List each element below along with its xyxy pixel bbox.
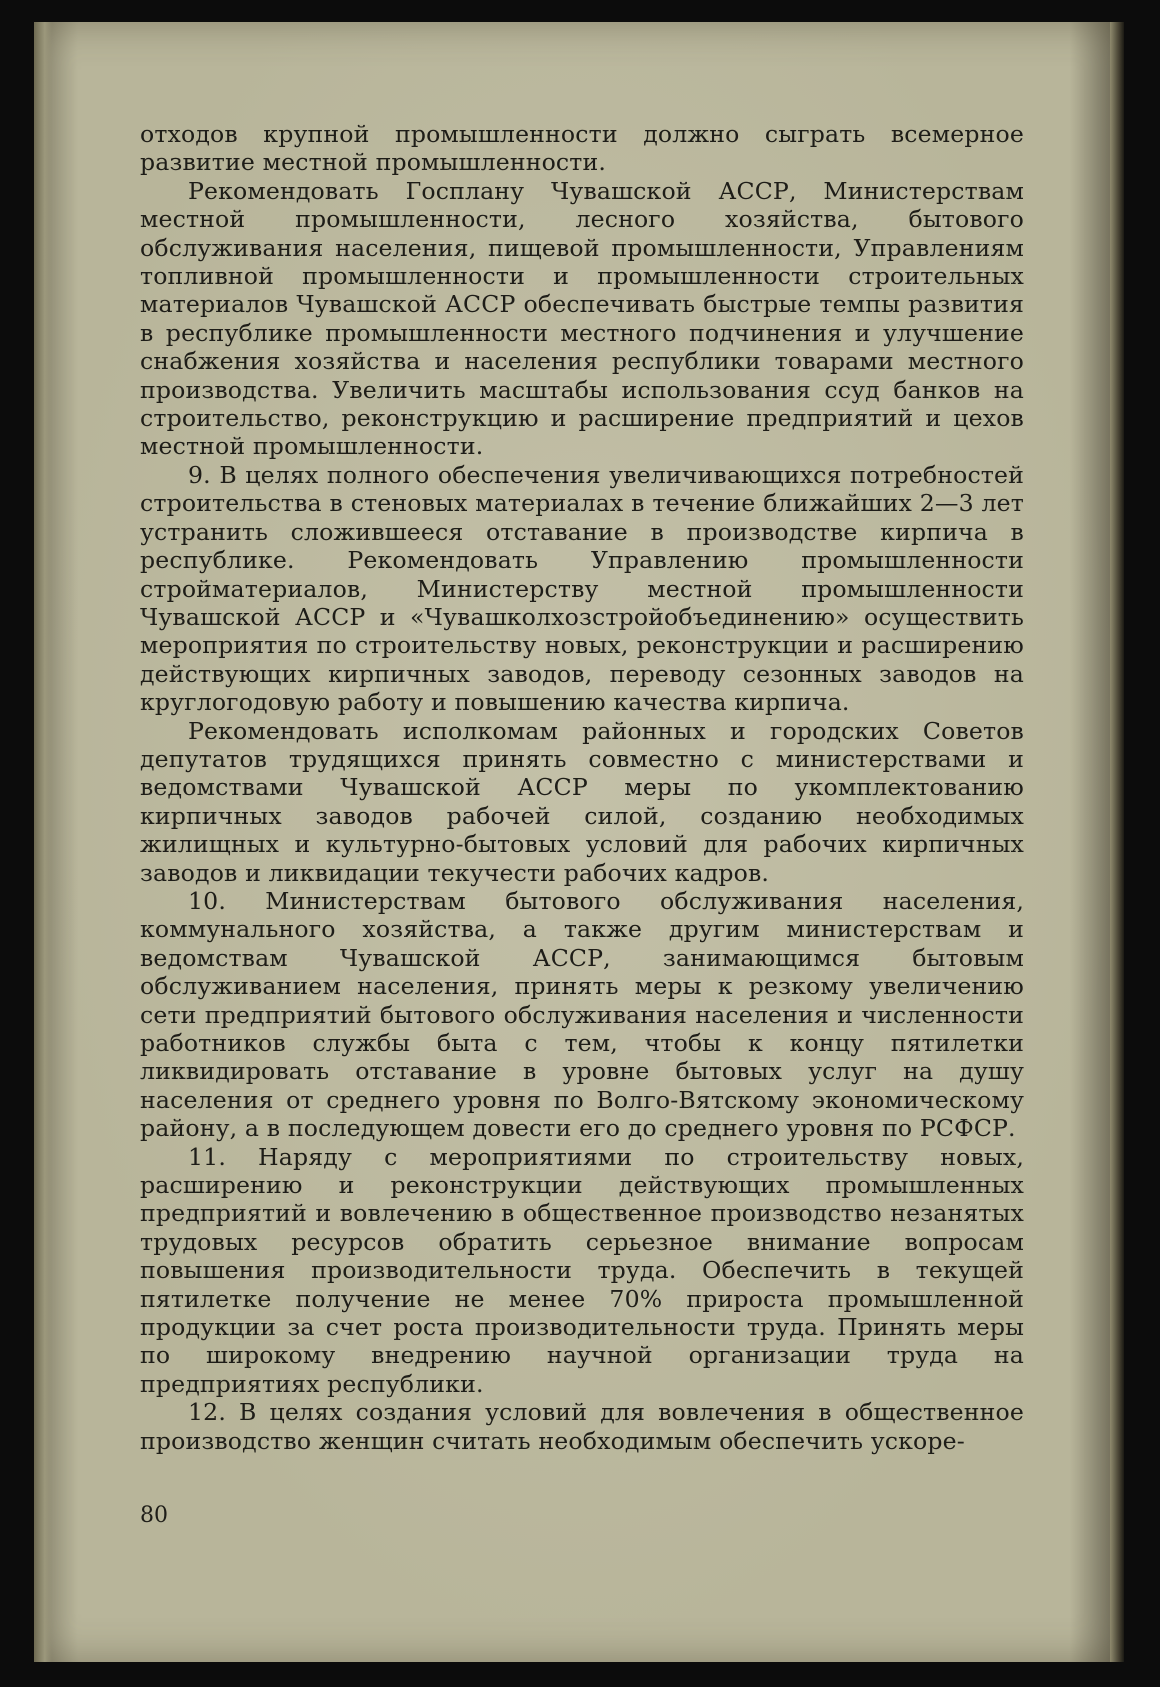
- body-text: [140, 120, 1024, 1455]
- paragraph-item-12: 12. В целях создания условий для вовлечения в общественное производство женщин считать необходимым обеспечить ускоре-: [140, 1398, 1024, 1455]
- paragraph-item-10: 10. Министерствам бытового обслуживания населения, коммунального хозяйства, а также другим министерствам и ведомствам Чувашской АССР, занимающимся бытовым обслуживанием населения, принять меры к резкому увеличению сети предприятий бытового обслуживания населения и численности работников службы быта с тем, чтобы к концу пятилетки ликвидировать отставание в уровне бытовых услуг на душу населения от среднего уровня по Волго-Вятскому экономическому району, а в последующем довести его до среднего уровня по РСФСР.: [140, 886, 1024, 1143]
- page-binding-shadow: [34, 22, 52, 1662]
- paragraph-ispolkom: Рекомендовать исполкомам районных и городских Советов депутатов трудящихся принять совместно с министерствами и ведомствами Чувашской АССР меры по укомплектованию кирпичных заводов рабочей силой, созданию необходимых жилищных и культурно-бытовых условий для рабочих кирпичных заводов и ликвидации текучести рабочих кадров.: [140, 716, 1024, 887]
- page-edge-shadow: [1110, 22, 1124, 1662]
- paragraph-item-9: 9. В целях полного обеспечения увеличивающихся потребностей строительства в стеновых материалах в течение ближайших 2—3 лет устранить сложившееся отставание в производстве кирпича в республике. Рекомендовать Управлению промышленности стройматериалов, Министерству местной промышленности Чувашской АССР и «Чувашколхозстройобъединению» осуществить мероприятия по строительству новых, реконструкции и расширению действующих кирпичных заводов, переводу сезонных заводов на круглогодовую работу и повышению качества кирпича.: [140, 460, 1024, 717]
- paragraph-gosplan: Рекомендовать Госплану Чувашской АССР, Министерствам местной промышленности, лесного хозяйства, бытового обслуживания населения, пищевой промышленности, Управлениям топливной промышленности и промышленности строительных материалов Чувашской АССР обеспечивать быстрые темпы развития в республике промышленности местного подчинения и улучшение снабжения хозяйства и населения республики товарами местного производства. Увеличить масштабы использования ссуд банков на строительство, реконструкцию и расширение предприятий и цехов местной промышленности.: [140, 176, 1024, 461]
- paragraph-item-11: 11. Наряду с мероприятиями по строительству новых, расширению и реконструкции действующих промышленных предприятий и вовлечению в общественное производство незанятых трудовых ресурсов обратить серьезное внимание вопросам повышения производительности труда. Обеспечить в текущей пятилетке получение не менее 70% прироста промышленной продукции за счет роста производительности труда. Принять меры по широкому внедрению научной организации труда на предприятиях республики.: [140, 1142, 1024, 1398]
- page-number: 80: [140, 1503, 168, 1528]
- paragraph-continuation: отходов крупной промышленности должно сыграть всемерное развитие местной промышленности.: [140, 120, 1024, 177]
